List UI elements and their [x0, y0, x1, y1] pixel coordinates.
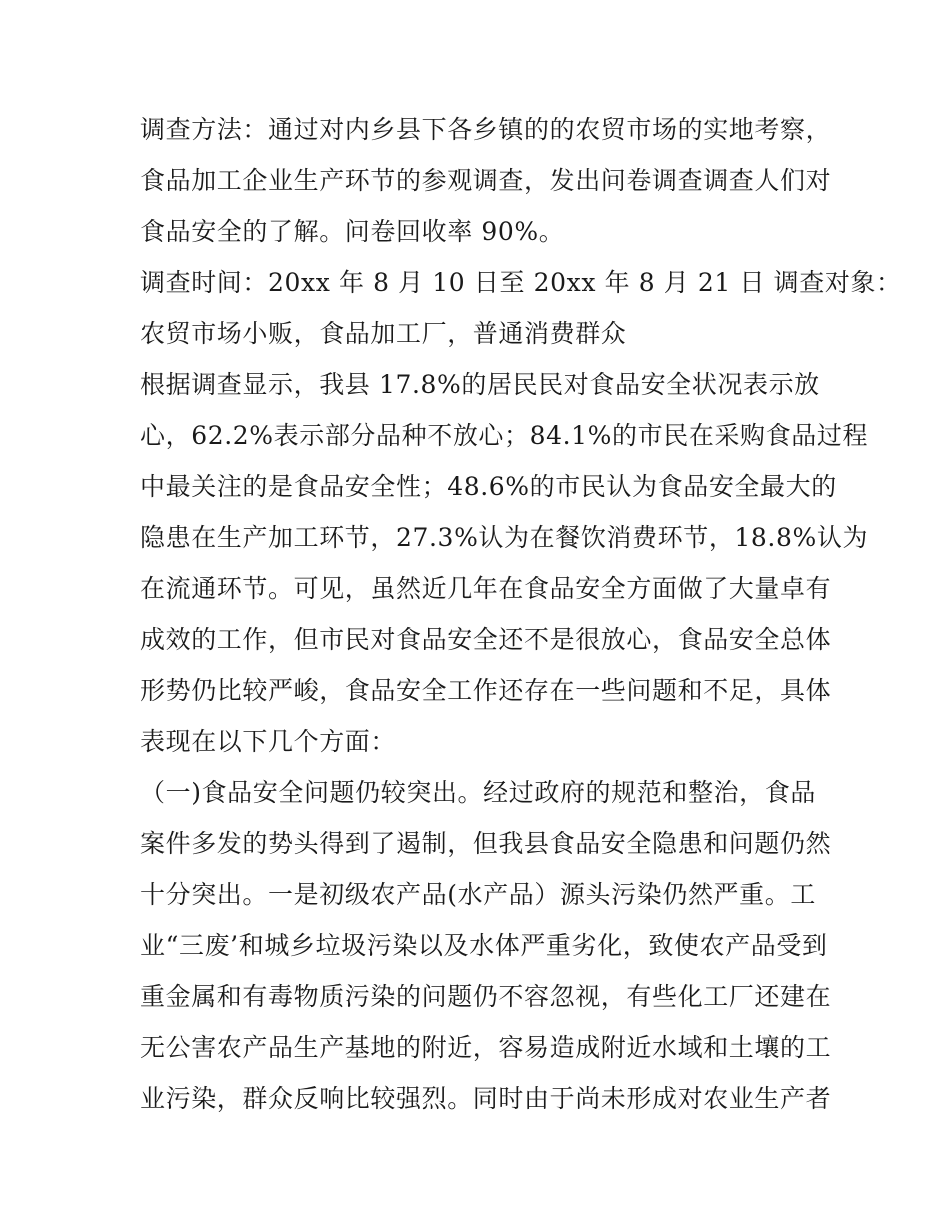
- text-line: 农贸市场小贩，食品加工厂，普通消费群众: [140, 319, 627, 348]
- text-line: 业“三废’和城乡垃圾污染以及水体严重劣化，致使农产品受到: [140, 931, 828, 960]
- text-line: 重金属和有毒物质污染的问题仍不容忽视，有些化工厂还建在: [140, 982, 832, 1011]
- text-line: 无公害农产品生产基地的附近，容易造成附近水域和土壤的工: [140, 1033, 832, 1062]
- text-line: 案件多发的势头得到了遏制，但我县食品安全隐患和问题仍然: [140, 829, 832, 858]
- text-line: 食品安全的了解。问卷回收率 90%。: [140, 217, 565, 246]
- text-line: 业污染，群众反响比较强烈。同时由于尚未形成对农业生产者: [140, 1084, 832, 1113]
- text-line: 隐患在生产加工环节，27.3%认为在餐饮消费环节，18.8%认为: [140, 523, 869, 552]
- text-line: 形势仍比较严峻，食品安全工作还存在一些问题和不足，具体: [140, 676, 832, 705]
- text-line: 心，62.2%表示部分品种不放心；84.1%的市民在采购食品过程: [140, 421, 869, 450]
- text-line: （一)食品安全问题仍较突出。经过政府的规范和整治，食品: [140, 778, 816, 807]
- text-line: 在流通环节。可见，虽然近几年在食品安全方面做了大量卓有: [140, 574, 832, 603]
- text-line: 食品加工企业生产环节的参观调查，发出问卷调查调查人们对: [140, 166, 832, 195]
- text-line: 根据调查显示，我县 17.8%的居民民对食品安全状况表示放: [140, 370, 820, 399]
- text-line: 调查时间：20xx 年 8 月 10 日至 20xx 年 8 月 21 日 调查对象：: [140, 268, 902, 297]
- text-line: 调查方法：通过对内乡县下各乡镇的的农贸市场的实地考察，: [140, 115, 832, 144]
- text-line: 十分突出。一是初级农产品(水产品）源头污染仍然严重。工: [140, 880, 816, 909]
- text-line: 表现在以下几个方面：: [140, 727, 397, 756]
- text-line: 成效的工作，但市民对食品安全还不是很放心，食品安全总体: [140, 625, 832, 654]
- text-line: 中最关注的是食品安全性；48.6%的市民认为食品安全最大的: [140, 472, 837, 501]
